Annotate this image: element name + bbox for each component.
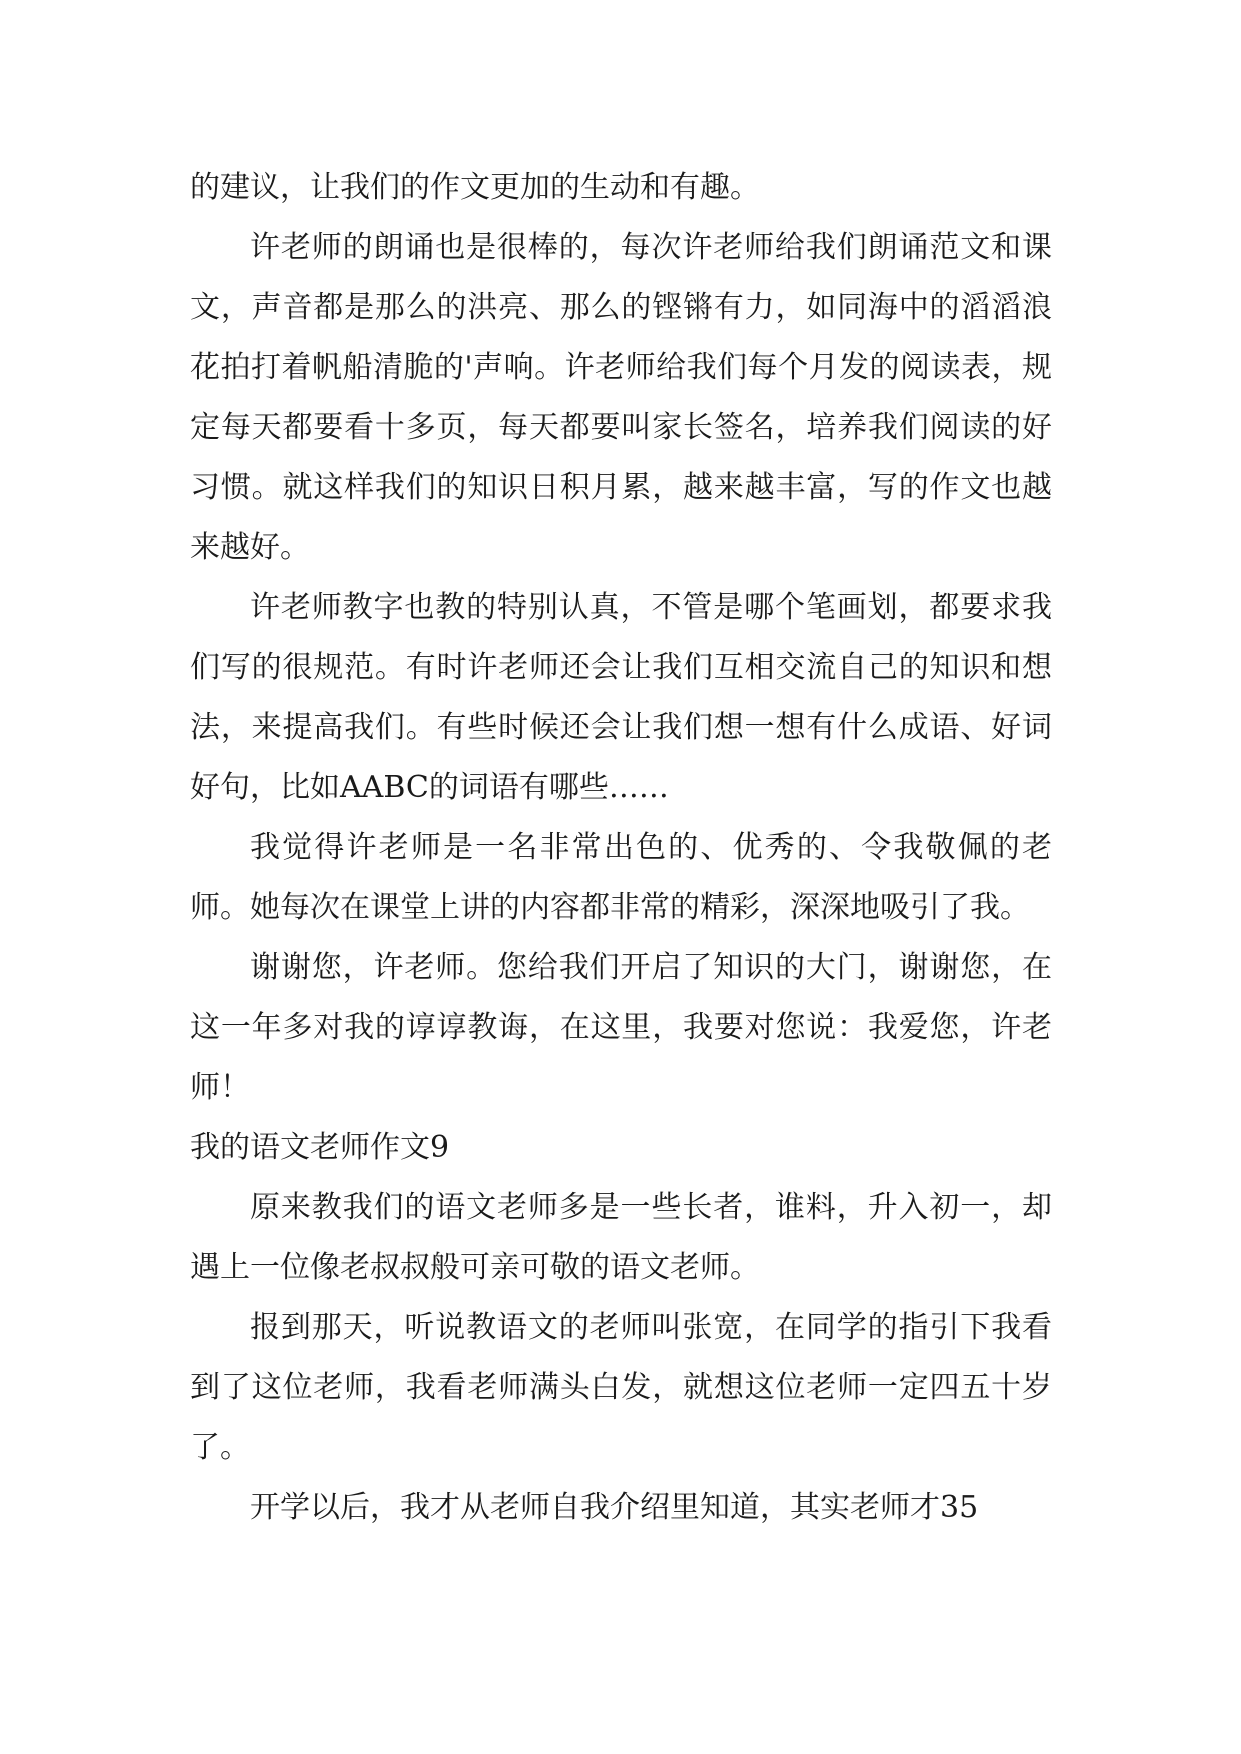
paragraph-writing: 许老师教字也教的特别认真，不管是哪个笔画划，都要求我们写的很规范。有时许老师还会让我们互相交流自己的知识和想法，来提高我们。有些时候还会让我们想一想有什么成语、好词好句，比如AABC的词语有哪些……: [190, 590, 1052, 805]
paragraph-continued: 的建议，让我们的作文更加的生动和有趣。: [190, 170, 760, 205]
paragraph-after-school-start: 开学以后，我才从老师自我介绍里知道，其实老师才35: [250, 1490, 979, 1525]
paragraph-intro: 原来教我们的语文老师多是一些长者，谁料，升入初一，却遇上一位像老叔叔般可亲可敬的语文老师。: [190, 1190, 1052, 1285]
paragraph-thanks: 谢谢您，许老师。您给我们开启了知识的大门，谢谢您，在这一年多对我的谆谆教诲，在这里，我要对您说：我爱您，许老师！: [190, 950, 1052, 1105]
paragraph-admiration: 我觉得许老师是一名非常出色的、优秀的、令我敬佩的老师。她每次在课堂上讲的内容都非常的精彩，深深地吸引了我。: [190, 830, 1052, 925]
paragraph-recitation: 许老师的朗诵也是很棒的，每次许老师给我们朗诵范文和课文，声音都是那么的洪亮、那么的铿锵有力，如同海中的滔滔浪花拍打着帆船清脆的'声响。许老师给我们每个月发的阅读表，规定每天都要看十多页，每天都要叫家长签名，培养我们阅读的好习惯。就这样我们的知识日积月累，越来越丰富，写的作文也越来越好。: [190, 230, 1052, 565]
section-title: 我的语文老师作文9: [190, 1130, 450, 1165]
paragraph-first-day: 报到那天，听说教语文的老师叫张宽，在同学的指引下我看到了这位老师，我看老师满头白发，就想这位老师一定四五十岁了。: [190, 1310, 1052, 1465]
document-body: [190, 158, 1052, 1538]
